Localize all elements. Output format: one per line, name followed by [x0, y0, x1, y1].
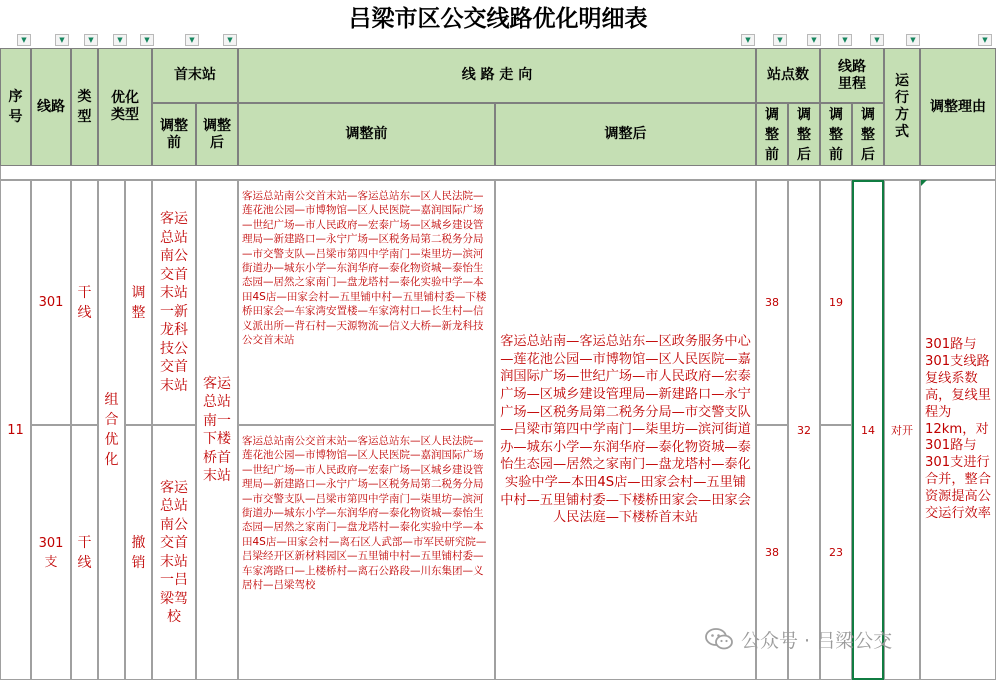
row-route-after[interactable]: 客运总站南—客运总站东—区政务服务中心—莲花池公园—市博物馆—区人民医院—嘉润国际广场—世纪广场—市人民政府—宏泰广场—区城乡建设管理局—新建路口—永宁广场—区税务局第二税务分局—市交警支队—吕梁市第四中学南门—柒里坊—滨河街道办—城东小学—东润华府—泰化物资城—泰怡生态园—居然之家南门—盘龙塔村—泰化实验中学—本田4S店—田家会村—五里铺中村—五里铺村委—下楼桥田家会—田家会人民法庭—下楼桥首末站	[495, 180, 756, 680]
sub1-mileage-before[interactable]: 19	[820, 180, 852, 425]
dropdown-filter-icon[interactable]: ▼	[741, 34, 755, 46]
sub1-adjust[interactable]: 调整	[125, 180, 152, 425]
row-stops-after[interactable]: 32	[788, 180, 820, 680]
dropdown-filter-icon[interactable]: ▼	[807, 34, 821, 46]
sub2-terminal-before[interactable]: 客运总站南公交首末站一吕梁驾校	[152, 425, 196, 680]
dropdown-filter-icon[interactable]: ▼	[55, 34, 69, 46]
sub1-stops-before[interactable]: 38	[756, 180, 788, 425]
sub1-terminal-before[interactable]: 客运总站南公交首末站一新龙科技公交首末站	[152, 180, 196, 425]
header-stops-before: 调整前	[756, 103, 788, 166]
row-reason[interactable]: 301路与301支线路复线系数高，复线里程为12km，对301路与301支进行合并，整合资源提高公交运行效率	[920, 180, 996, 680]
header-reason: 调整理由	[920, 48, 996, 166]
sub1-line[interactable]: 301	[31, 180, 71, 425]
header-line: 线路	[31, 48, 71, 166]
dropdown-filter-icon[interactable]: ▼	[838, 34, 852, 46]
sub2-adjust[interactable]: 撤销	[125, 425, 152, 680]
page-title: 吕梁市区公交线路优化明细表	[348, 5, 648, 32]
watermark	[705, 619, 965, 659]
header-mileage-after: 调整后	[852, 103, 884, 166]
sub2-route-before[interactable]: 客运总站南公交首末站—客运总站东—区人民法院—莲花池公园—市博物馆—区人民医院—嘉润国际广场—世纪广场—市人民政府—宏泰广场—区城乡建设管理局—新建路口—永宁广场—区税务局第二税务分局—市交警支队—吕梁市第四中学南门—柒里坊—滨河街道办—城东小学—东润华府—泰化物资城—泰怡生态园—居然之家南门—盘龙塔村—泰化实验中学—本田4S店—田家会村—离石区人武部—市军民研究院—吕梁经开区新材料园区—五里铺中村—五里铺村委—车家湾路口—上楼桥村—离石公路段—川东集团—义居村—吕梁驾校	[238, 425, 495, 680]
watermark-text: 公众号 · 吕梁公交	[741, 629, 893, 652]
row-mileage-after[interactable]: 14	[852, 180, 884, 680]
header-opt-type: 优化类型	[98, 48, 152, 166]
dropdown-filter-icon[interactable]: ▼	[185, 34, 199, 46]
header-route-before: 调整前	[238, 103, 495, 166]
row-opt-type[interactable]: 组合优化	[98, 180, 125, 680]
header-type: 类型	[71, 48, 98, 166]
row-terminal-after[interactable]: 客运总站南一下楼桥首末站	[196, 180, 238, 680]
sub2-line[interactable]: 301支	[31, 425, 71, 680]
header-stops: 站点数	[756, 48, 820, 103]
row-seq[interactable]: 11	[0, 180, 31, 680]
header-terminal-after: 调整后	[196, 103, 238, 166]
dropdown-filter-icon[interactable]: ▼	[978, 34, 992, 46]
header-mileage-before: 调整前	[820, 103, 852, 166]
dropdown-filter-icon[interactable]: ▼	[17, 34, 31, 46]
header-operation: 运行方式	[884, 48, 920, 166]
header-mileage: 线路里程	[820, 48, 884, 103]
sub2-mileage-before[interactable]: 23	[820, 425, 852, 680]
filter-row	[0, 34, 996, 48]
dropdown-filter-icon[interactable]: ▼	[773, 34, 787, 46]
header-terminal: 首末站	[152, 48, 238, 103]
wechat-icon	[705, 628, 733, 650]
sub2-type[interactable]: 干线	[71, 425, 98, 680]
header-terminal-before: 调整前	[152, 103, 196, 166]
header-route-after: 调整后	[495, 103, 756, 166]
spacer-row	[0, 166, 996, 180]
dropdown-filter-icon[interactable]: ▼	[870, 34, 884, 46]
sub1-type[interactable]: 干线	[71, 180, 98, 425]
dropdown-filter-icon[interactable]: ▼	[113, 34, 127, 46]
sub1-route-before[interactable]: 客运总站南公交首末站—客运总站东—区人民法院—莲花池公园—市博物馆—区人民医院—嘉润国际广场—世纪广场—市人民政府—宏泰广场—区城乡建设管理局—新建路口—永宁广场—区税务局第二税务分局—市交警支队—吕梁市第四中学南门—柒里坊—滨河街道办—城东小学—东润华府—泰化物资城—泰怡生态园—居然之家南门—盘龙塔村—泰化实验中学—本田4S店—田家会村—五里铺中村—五里铺村委—下楼桥田家会—车家湾安置楼—车家湾村口—长生村—信义派出所—背石村—天源物流—信义大桥—新龙科技公交首末站	[238, 180, 495, 425]
dropdown-filter-icon[interactable]: ▼	[223, 34, 237, 46]
header-seq: 序号	[0, 48, 31, 166]
cell-note-indicator	[921, 180, 927, 186]
dropdown-filter-icon[interactable]: ▼	[906, 34, 920, 46]
dropdown-filter-icon[interactable]: ▼	[84, 34, 98, 46]
header-route: 线 路 走 向	[238, 48, 756, 103]
row-operation[interactable]: 对开	[884, 180, 920, 680]
dropdown-filter-icon[interactable]: ▼	[140, 34, 154, 46]
sub2-stops-before[interactable]: 38	[756, 425, 788, 680]
header-stops-after: 调整后	[788, 103, 820, 166]
